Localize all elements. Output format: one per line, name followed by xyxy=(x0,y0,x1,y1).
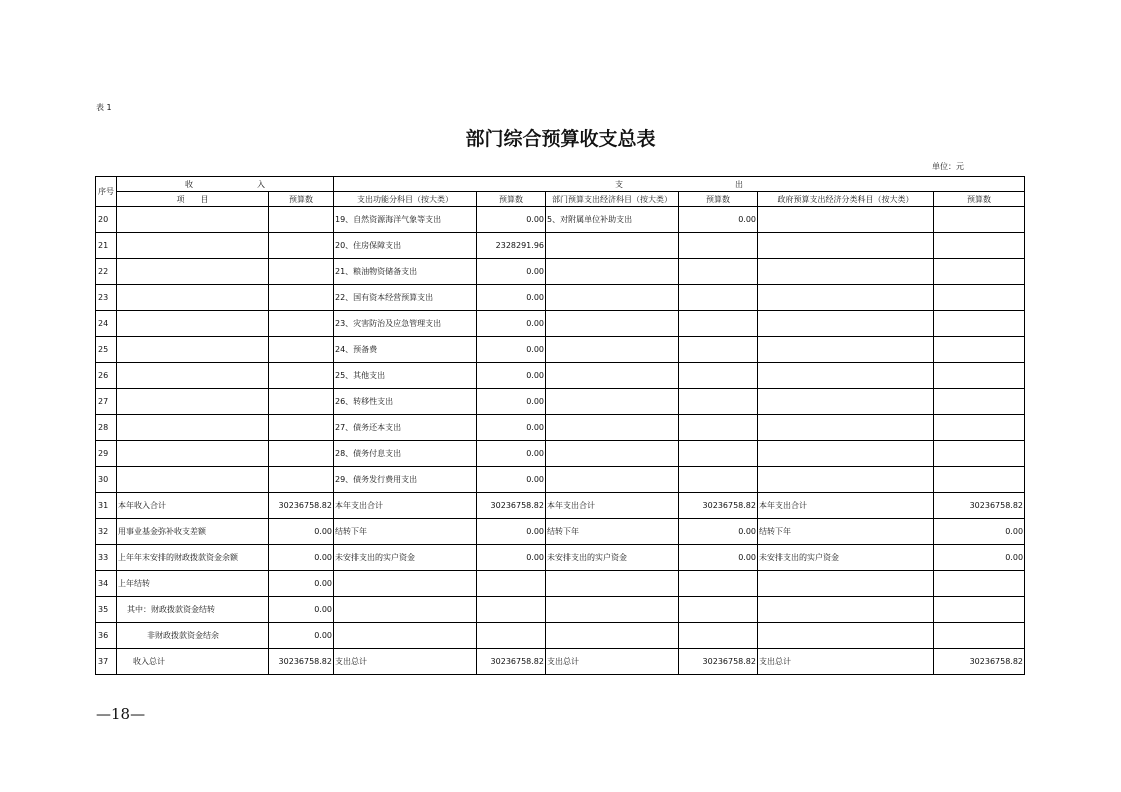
table-row xyxy=(96,259,1025,285)
func-class-budget: 0.00 xyxy=(477,545,546,571)
dept-econ-budget xyxy=(679,311,758,337)
func-class-item: 29、债务发行费用支出 xyxy=(334,467,477,493)
gov-econ-budget: 30236758.82 xyxy=(934,493,1025,519)
func-class-item xyxy=(334,571,477,597)
func-class-budget: 0.00 xyxy=(477,259,546,285)
table-row xyxy=(96,467,1025,493)
gov-econ-item: 未安排支出的实户资金 xyxy=(758,545,934,571)
header-budget: 预算数 xyxy=(679,192,758,207)
income-item: 上年年末安排的财政拨款资金余额 xyxy=(117,545,269,571)
gov-econ-budget xyxy=(934,441,1025,467)
func-class-item: 22、国有资本经营预算支出 xyxy=(334,285,477,311)
row-seq: 22 xyxy=(96,259,117,285)
income-item xyxy=(117,207,269,233)
header-budget: 预算数 xyxy=(477,192,546,207)
table-label: 表 1 xyxy=(96,103,112,112)
dept-econ-budget: 0.00 xyxy=(679,545,758,571)
func-class-item: 24、预备费 xyxy=(334,337,477,363)
table-row xyxy=(96,363,1025,389)
header-func-class: 支出功能分科目（按大类） xyxy=(334,192,477,207)
gov-econ-budget xyxy=(934,571,1025,597)
dept-econ-budget xyxy=(679,259,758,285)
dept-econ-budget: 30236758.82 xyxy=(679,649,758,675)
income-item: 本年收入合计 xyxy=(117,493,269,519)
table-row xyxy=(96,597,1025,623)
income-budget: 0.00 xyxy=(269,623,334,649)
income-item xyxy=(117,285,269,311)
header-budget: 预算数 xyxy=(934,192,1025,207)
func-class-budget: 30236758.82 xyxy=(477,493,546,519)
row-seq: 29 xyxy=(96,441,117,467)
income-budget: 0.00 xyxy=(269,571,334,597)
row-seq: 25 xyxy=(96,337,117,363)
func-class-item: 20、住房保障支出 xyxy=(334,233,477,259)
gov-econ-item: 本年支出合计 xyxy=(758,493,934,519)
row-seq: 21 xyxy=(96,233,117,259)
table-row xyxy=(96,285,1025,311)
table-row xyxy=(96,441,1025,467)
table-row xyxy=(96,571,1025,597)
dept-econ-item xyxy=(546,389,679,415)
table-row xyxy=(96,311,1025,337)
table-row xyxy=(96,623,1025,649)
func-class-budget xyxy=(477,571,546,597)
table-row xyxy=(96,493,1025,519)
dept-econ-budget xyxy=(679,389,758,415)
table-row xyxy=(96,207,1025,233)
gov-econ-budget xyxy=(934,233,1025,259)
row-seq: 36 xyxy=(96,623,117,649)
dept-econ-budget xyxy=(679,233,758,259)
func-class-budget: 0.00 xyxy=(477,467,546,493)
income-item xyxy=(117,415,269,441)
row-seq: 24 xyxy=(96,311,117,337)
gov-econ-budget xyxy=(934,415,1025,441)
income-budget xyxy=(269,337,334,363)
gov-econ-item xyxy=(758,623,934,649)
header-budget: 预算数 xyxy=(269,192,334,207)
income-budget xyxy=(269,259,334,285)
func-class-item: 支出总计 xyxy=(334,649,477,675)
dept-econ-budget xyxy=(679,415,758,441)
income-budget: 0.00 xyxy=(269,545,334,571)
gov-econ-item xyxy=(758,415,934,441)
income-item: 收入总计 xyxy=(117,649,269,675)
dept-econ-item: 本年支出合计 xyxy=(546,493,679,519)
func-class-item: 25、其他支出 xyxy=(334,363,477,389)
gov-econ-budget: 30236758.82 xyxy=(934,649,1025,675)
dept-econ-budget: 0.00 xyxy=(679,519,758,545)
gov-econ-item xyxy=(758,597,934,623)
dept-econ-item: 未安排支出的实户资金 xyxy=(546,545,679,571)
dept-econ-budget: 0.00 xyxy=(679,207,758,233)
row-seq: 32 xyxy=(96,519,117,545)
func-class-budget: 0.00 xyxy=(477,311,546,337)
dept-econ-item: 结转下年 xyxy=(546,519,679,545)
func-class-budget xyxy=(477,597,546,623)
gov-econ-budget: 0.00 xyxy=(934,519,1025,545)
gov-econ-budget xyxy=(934,467,1025,493)
gov-econ-item xyxy=(758,259,934,285)
row-seq: 23 xyxy=(96,285,117,311)
func-class-item: 27、债务还本支出 xyxy=(334,415,477,441)
gov-econ-item xyxy=(758,337,934,363)
gov-econ-item xyxy=(758,311,934,337)
gov-econ-item xyxy=(758,441,934,467)
income-budget: 0.00 xyxy=(269,597,334,623)
row-seq: 33 xyxy=(96,545,117,571)
row-seq: 28 xyxy=(96,415,117,441)
dept-econ-budget xyxy=(679,623,758,649)
page-title: 部门综合预算收支总表 xyxy=(465,128,656,150)
dept-econ-budget xyxy=(679,285,758,311)
dept-econ-item xyxy=(546,363,679,389)
dept-econ-item xyxy=(546,623,679,649)
header-expense: 支 出 xyxy=(334,177,1025,192)
income-budget xyxy=(269,467,334,493)
income-item xyxy=(117,259,269,285)
gov-econ-item xyxy=(758,363,934,389)
dept-econ-budget xyxy=(679,363,758,389)
func-class-budget: 0.00 xyxy=(477,207,546,233)
income-budget: 0.00 xyxy=(269,519,334,545)
income-item: 上年结转 xyxy=(117,571,269,597)
func-class-budget: 30236758.82 xyxy=(477,649,546,675)
header-gov-econ-class: 政府预算支出经济分类科目（按大类） xyxy=(758,192,934,207)
page-number: —18— xyxy=(96,705,146,723)
row-seq: 31 xyxy=(96,493,117,519)
dept-econ-item xyxy=(546,233,679,259)
gov-econ-item: 结转下年 xyxy=(758,519,934,545)
income-budget xyxy=(269,389,334,415)
dept-econ-item xyxy=(546,311,679,337)
gov-econ-item xyxy=(758,571,934,597)
func-class-budget: 0.00 xyxy=(477,337,546,363)
gov-econ-item xyxy=(758,207,934,233)
gov-econ-budget xyxy=(934,389,1025,415)
func-class-budget: 0.00 xyxy=(477,519,546,545)
dept-econ-item xyxy=(546,285,679,311)
func-class-item: 21、粮油物资储备支出 xyxy=(334,259,477,285)
func-class-item: 未安排支出的实户资金 xyxy=(334,545,477,571)
table-row xyxy=(96,415,1025,441)
row-seq: 34 xyxy=(96,571,117,597)
func-class-budget: 0.00 xyxy=(477,415,546,441)
func-class-budget xyxy=(477,623,546,649)
table-row xyxy=(96,649,1025,675)
gov-econ-budget xyxy=(934,623,1025,649)
income-budget xyxy=(269,285,334,311)
gov-econ-item xyxy=(758,285,934,311)
dept-econ-item xyxy=(546,415,679,441)
gov-econ-item xyxy=(758,389,934,415)
table-row xyxy=(96,545,1025,571)
dept-econ-budget xyxy=(679,597,758,623)
func-class-budget: 0.00 xyxy=(477,389,546,415)
func-class-item: 28、债务付息支出 xyxy=(334,441,477,467)
dept-econ-item xyxy=(546,467,679,493)
gov-econ-budget xyxy=(934,337,1025,363)
row-seq: 27 xyxy=(96,389,117,415)
gov-econ-budget xyxy=(934,207,1025,233)
income-budget xyxy=(269,233,334,259)
table-row xyxy=(96,337,1025,363)
income-item xyxy=(117,363,269,389)
func-class-budget: 0.00 xyxy=(477,363,546,389)
income-budget xyxy=(269,415,334,441)
income-budget: 30236758.82 xyxy=(269,649,334,675)
gov-econ-budget xyxy=(934,597,1025,623)
table-row xyxy=(96,389,1025,415)
dept-econ-item xyxy=(546,337,679,363)
func-class-item: 26、转移性支出 xyxy=(334,389,477,415)
header-dept-econ-class: 部门预算支出经济科目（按大类） xyxy=(546,192,679,207)
dept-econ-item xyxy=(546,597,679,623)
dept-econ-budget xyxy=(679,467,758,493)
income-item xyxy=(117,467,269,493)
header-item: 项 目 xyxy=(117,192,269,207)
gov-econ-budget xyxy=(934,363,1025,389)
gov-econ-item xyxy=(758,467,934,493)
gov-econ-budget: 0.00 xyxy=(934,545,1025,571)
income-item: 其中：财政拨款资金结转 xyxy=(117,597,269,623)
row-seq: 20 xyxy=(96,207,117,233)
func-class-item: 23、灾害防治及应急管理支出 xyxy=(334,311,477,337)
income-item xyxy=(117,337,269,363)
func-class-budget: 0.00 xyxy=(477,441,546,467)
table-row xyxy=(96,233,1025,259)
income-item xyxy=(117,441,269,467)
gov-econ-item: 支出总计 xyxy=(758,649,934,675)
income-budget xyxy=(269,311,334,337)
func-class-item xyxy=(334,597,477,623)
budget-summary-table xyxy=(95,176,1025,675)
func-class-budget: 2328291.96 xyxy=(477,233,546,259)
row-seq: 37 xyxy=(96,649,117,675)
func-class-item: 本年支出合计 xyxy=(334,493,477,519)
income-budget xyxy=(269,363,334,389)
dept-econ-budget: 30236758.82 xyxy=(679,493,758,519)
gov-econ-item xyxy=(758,233,934,259)
dept-econ-item xyxy=(546,259,679,285)
func-class-item xyxy=(334,623,477,649)
dept-econ-item xyxy=(546,441,679,467)
income-budget xyxy=(269,207,334,233)
header-income: 收 入 xyxy=(117,177,334,192)
dept-econ-budget xyxy=(679,441,758,467)
table-row xyxy=(96,519,1025,545)
func-class-item: 结转下年 xyxy=(334,519,477,545)
dept-econ-item xyxy=(546,571,679,597)
func-class-budget: 0.00 xyxy=(477,285,546,311)
gov-econ-budget xyxy=(934,259,1025,285)
gov-econ-budget xyxy=(934,285,1025,311)
income-budget xyxy=(269,441,334,467)
income-budget: 30236758.82 xyxy=(269,493,334,519)
dept-econ-item: 支出总计 xyxy=(546,649,679,675)
row-seq: 26 xyxy=(96,363,117,389)
dept-econ-budget xyxy=(679,337,758,363)
unit-label: 单位：元 xyxy=(932,162,964,171)
dept-econ-item: 5、对附属单位补助支出 xyxy=(546,207,679,233)
income-item: 非财政拨款资金结余 xyxy=(117,623,269,649)
func-class-item: 19、自然资源海洋气象等支出 xyxy=(334,207,477,233)
income-item xyxy=(117,389,269,415)
row-seq: 30 xyxy=(96,467,117,493)
income-item: 用事业基金弥补收支差额 xyxy=(117,519,269,545)
gov-econ-budget xyxy=(934,311,1025,337)
row-seq: 35 xyxy=(96,597,117,623)
income-item xyxy=(117,311,269,337)
dept-econ-budget xyxy=(679,571,758,597)
income-item xyxy=(117,233,269,259)
header-seq: 序号 xyxy=(96,177,117,207)
